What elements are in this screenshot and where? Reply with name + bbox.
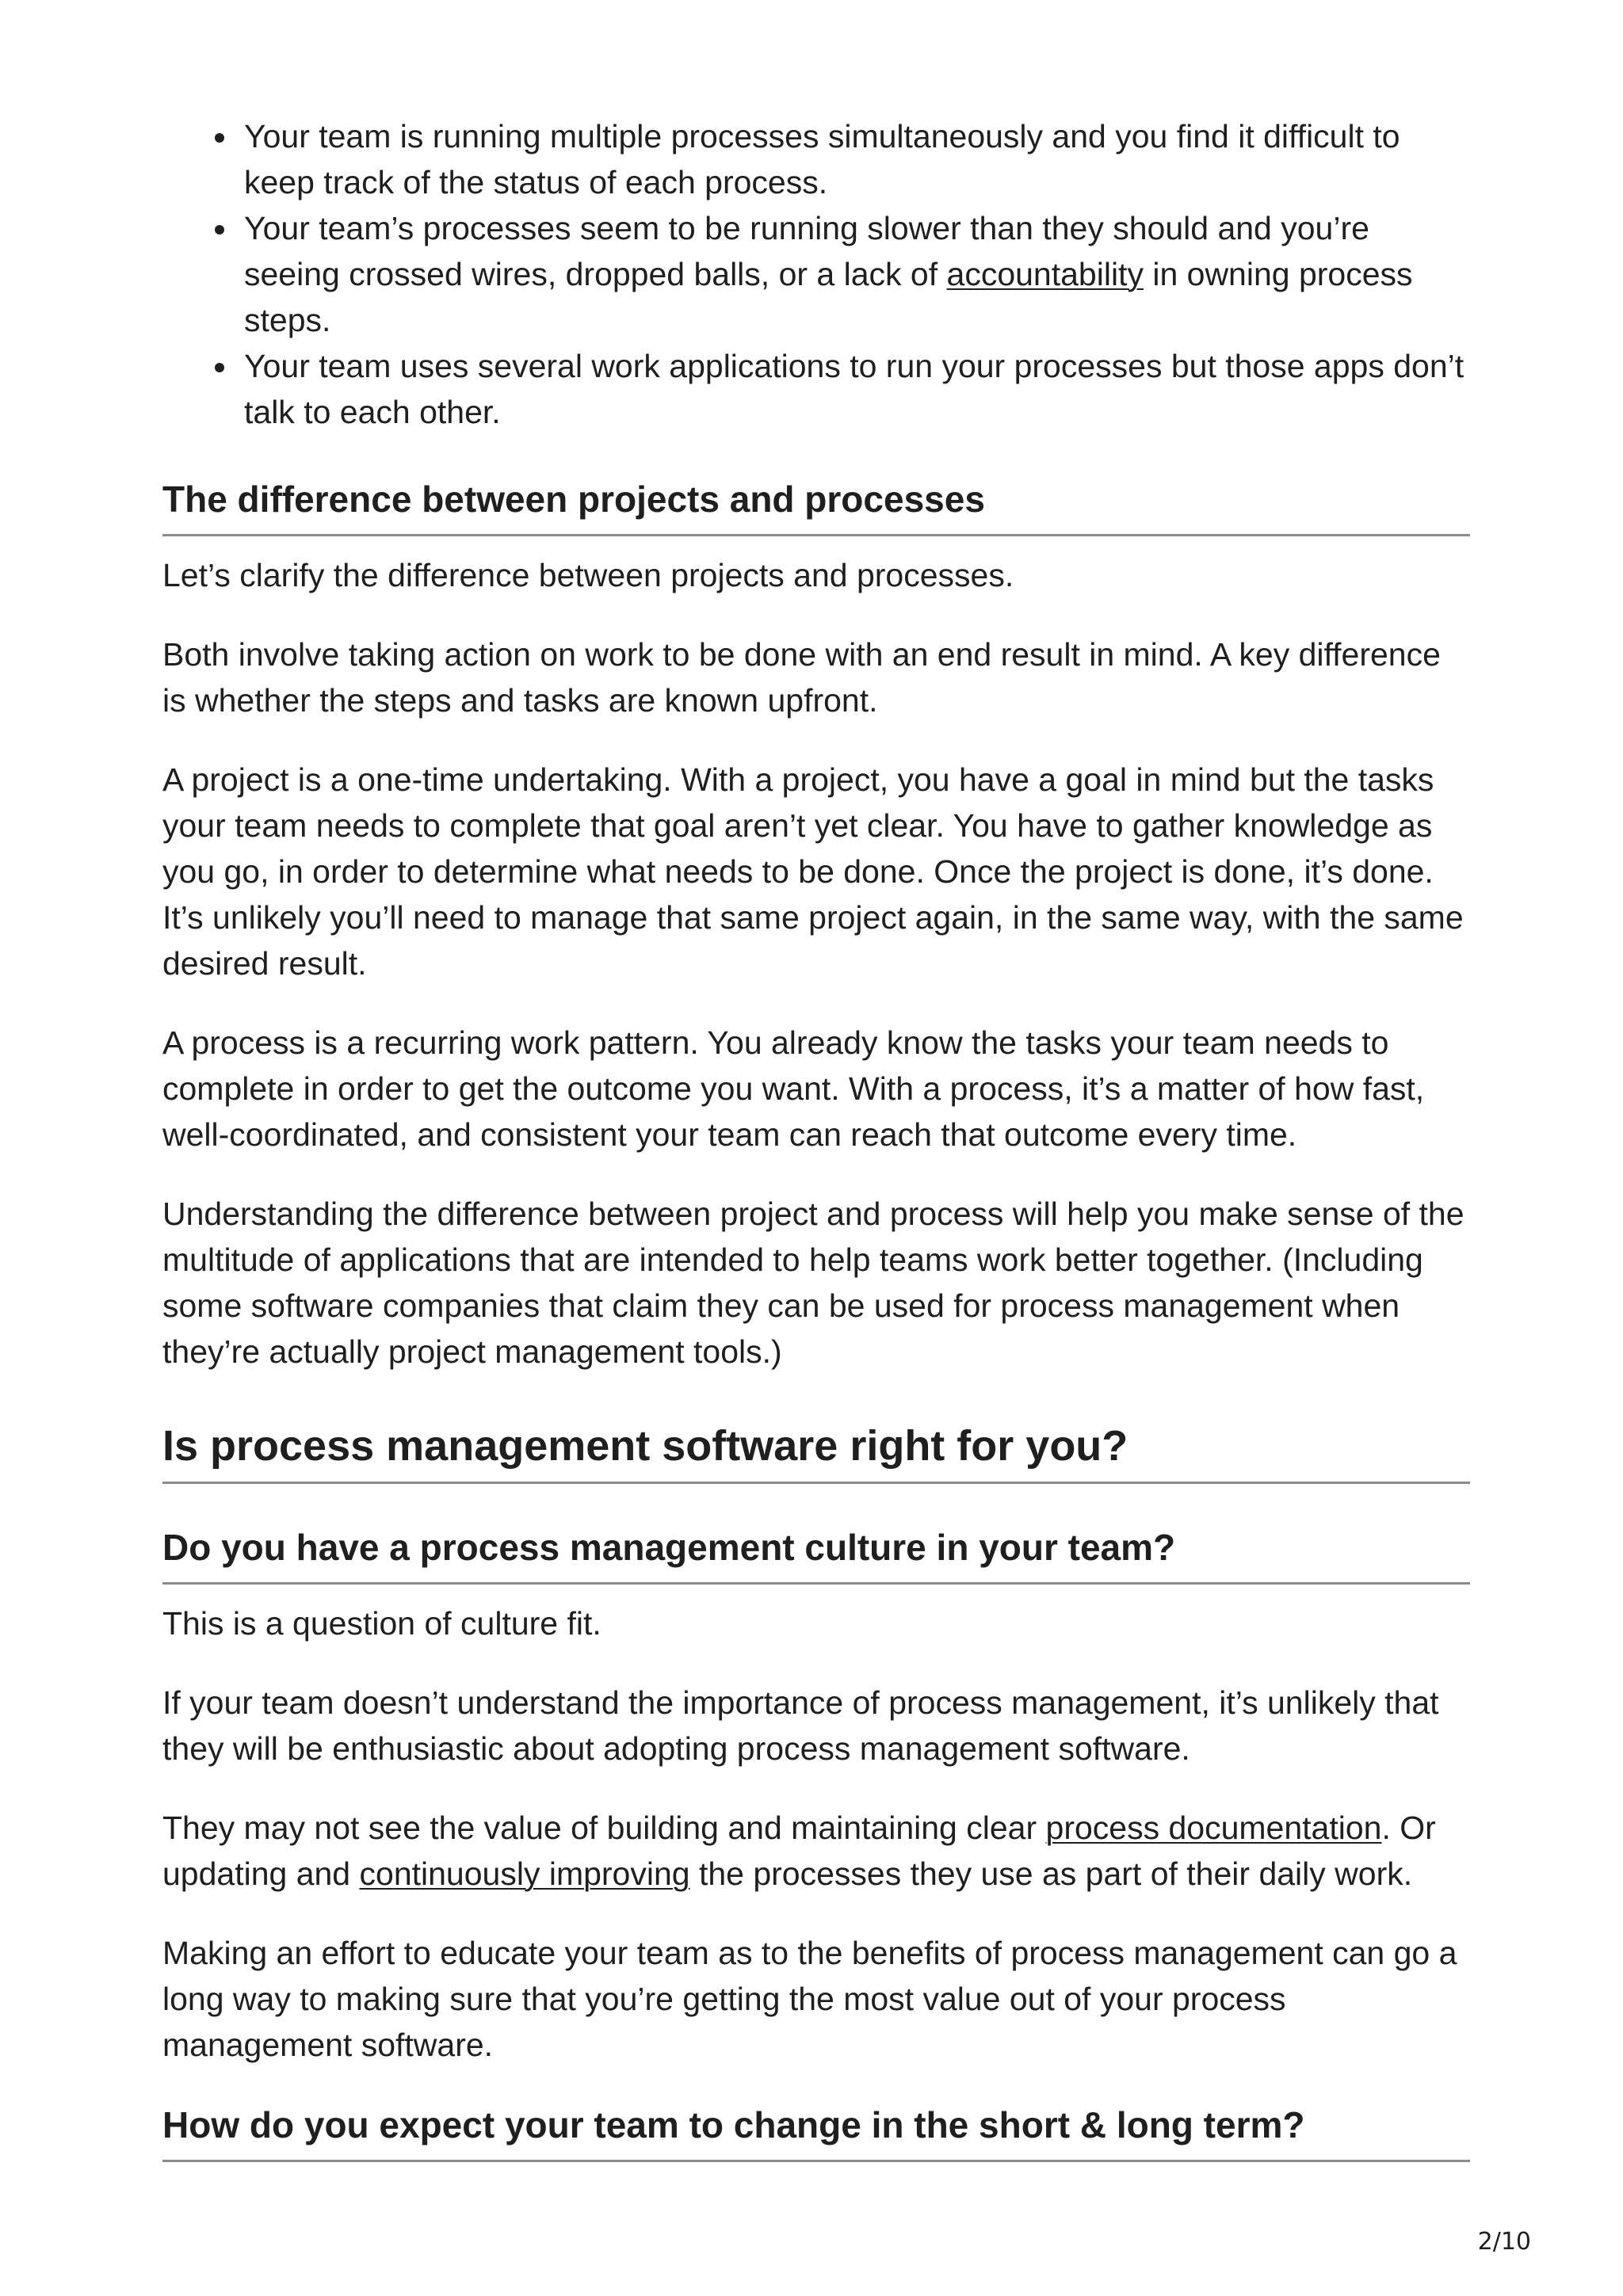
process-documentation-link[interactable]: process documentation	[1045, 1810, 1382, 1846]
paragraph: A process is a recurring work pattern. You already know the tasks your team needs to complete in order to get the outcome you want. With a process, it’s a matter of how fast, well-coordinated, and consistent your team can reach that outcome every time.	[162, 1024, 1425, 1153]
paragraph: Both involve taking action on work to be done with an end result in mind. A key difference is whether the steps and tasks are known upfront.	[162, 636, 1441, 719]
paragraph-text: . Or updating and	[162, 1810, 1436, 1892]
list-item	[162, 205, 1470, 343]
accountability-link[interactable]: accountability	[946, 256, 1144, 292]
paragraph: A project is a one-time undertaking. With a project, you have a goal in mind but the tasks your team needs to complete that goal aren’t yet clear. You have to gather knowledge as you go, in order to determine what needs to be done. Once the project is done, it’s done. It’s unlikely you’ll need to manage that same project again, in the same way, with the same desired result.	[162, 761, 1464, 982]
bullet-list	[162, 113, 1470, 435]
continuously-improving-link[interactable]: continuously improving	[359, 1855, 690, 1892]
paragraph-text: the processes they use as part of their daily work.	[689, 1855, 1413, 1892]
page-number: 2/10	[1477, 2228, 1531, 2256]
bullet-text: in owning process steps.	[244, 256, 1413, 338]
paragraph: Making an effort to educate your team as to the benefits of process management can go a long way to making sure that you’re getting the most value out of your process management software.	[162, 1935, 1457, 2063]
bullet-text: Your team’s processes seem to be running slower than they should and you’re seeing crossed wires, dropped balls, or a lack of	[244, 210, 1369, 292]
list-item	[162, 113, 1470, 205]
heading-divider	[162, 2160, 1470, 2162]
paragraph: Understanding the difference between project and process will help you make sense of the multitude of applications that are intended to help teams work better together. (Including some software companies that claim they can be used for process management when they’re actually project management tools.)	[162, 1196, 1465, 1370]
heading-divider	[162, 1582, 1470, 1585]
bullet-text: Your team is running multiple processes simultaneously and you find it difficult to keep track of the status of each process.	[244, 118, 1400, 200]
list-item	[162, 343, 1470, 435]
bullet-text: Your team uses several work applications to run your processes but those apps don’t talk to each other.	[244, 348, 1465, 430]
paragraph: If your team doesn’t understand the importance of process management, it’s unlikely that they will be enthusiastic about adopting process management software.	[162, 1684, 1439, 1767]
section-heading-is-software-right: Is process management software right for you?	[162, 1422, 1128, 1470]
paragraph-text: They may not see the value of building and maintaining clear	[162, 1810, 1046, 1846]
heading-divider	[162, 534, 1470, 536]
section-heading-projects-vs-processes: The difference between projects and processes	[162, 479, 985, 520]
paragraph	[162, 1805, 1470, 1897]
heading-divider	[162, 1482, 1470, 1484]
paragraph: Let’s clarify the difference between projects and processes.	[162, 557, 1014, 593]
section-heading-team-change: How do you expect your team to change in the short & long term?	[162, 2104, 1305, 2145]
paragraph: This is a question of culture fit.	[162, 1605, 601, 1642]
section-heading-process-culture: Do you have a process management culture in your team?	[162, 1527, 1176, 1568]
